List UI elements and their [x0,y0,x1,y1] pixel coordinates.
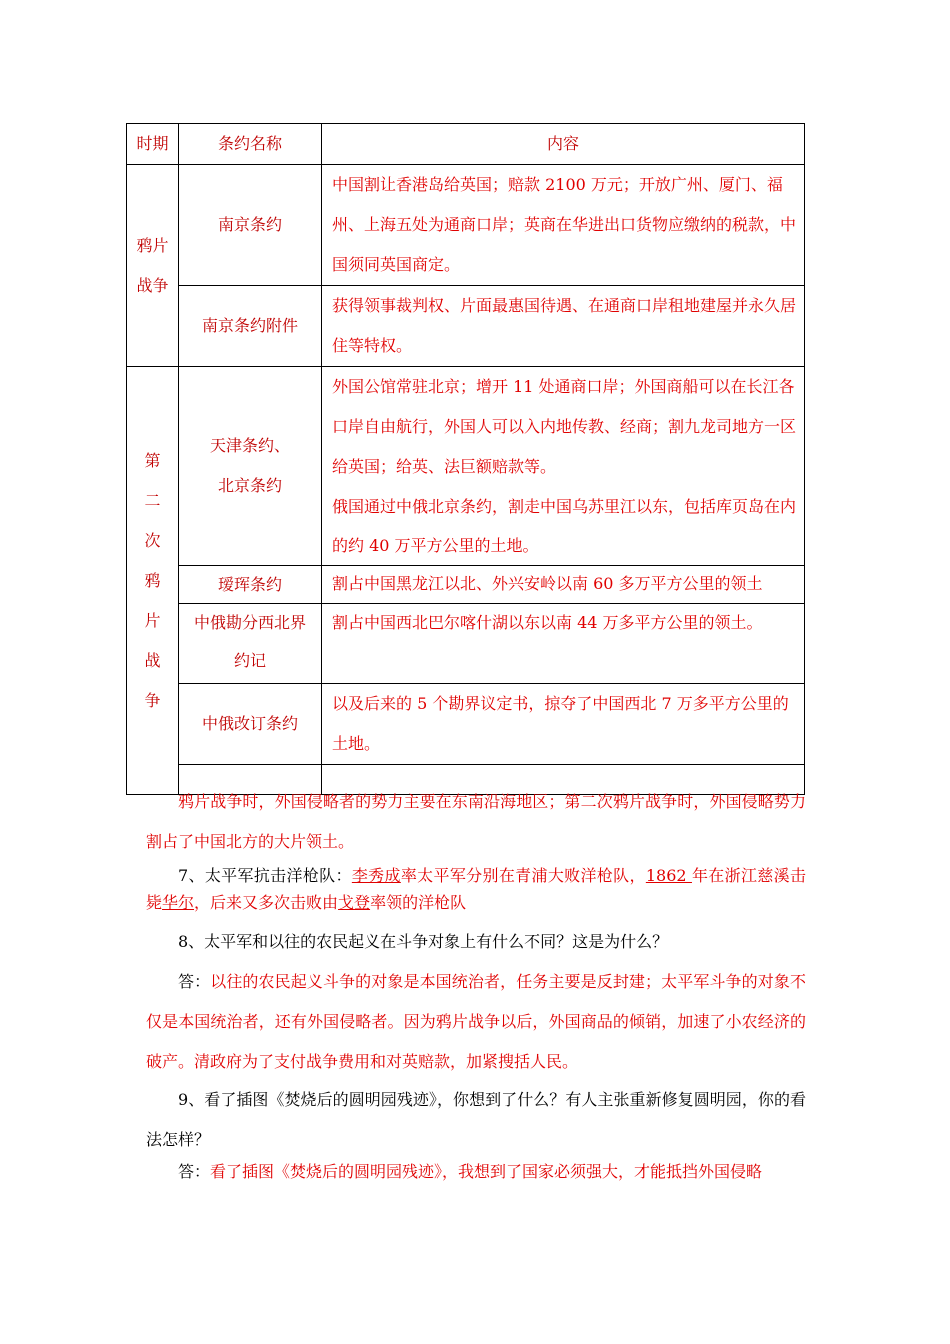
q7-name-li-xiucheng: 李秀成 [351,866,401,885]
summary-paragraph: 鸦片战争时，外国侵略者的势力主要在东南沿海地区；第二次鸦片战争时，外国侵略势力割占了中国北方的大片领土。 [146,792,806,851]
question-7 [146,862,806,916]
table-row [127,367,805,566]
table-row [127,684,805,765]
treaty-content-cell [322,367,805,566]
answer-9 [146,1152,806,1192]
q7-name-ward: 华尔 [162,893,195,912]
table-row [127,286,805,367]
table-row [127,604,805,684]
answer-8 [146,962,806,1082]
question-8: 8、太平军和以往的农民起义在斗争对象上有什么不同？这是为什么？ [178,932,669,951]
content-text: 外国公馆常驻北京；增开 11 处通商口岸；外国商船可以在长江各口岸自由航行，外国人可以入内地传教、经商；割九龙司地方一区给英国；给英、法巨额赔款等。 [332,377,797,476]
q7-text-2: 年在浙江慈溪击毙 [146,866,806,912]
answer-9-text: 看了插图《焚烧后的圆明园残迹》，我想到了国家必须强大，才能抵挡外国侵略 [210,1162,763,1181]
treaty-content-cell [322,684,805,765]
table-header-row [127,124,805,165]
treaty-name-cell: 中俄勘分西北界约记 [179,604,322,684]
treaty-content-cell [322,566,805,604]
q7-text-1: 率太平军分别在青浦大败洋枪队， [400,866,646,885]
content-text: 中国割让香港岛给英国；赔款 2100 万元；开放广州、厦门、福州、上海五处为通商口岸；英商在华进出口货物应缴纳的税款，中国须同英国商定。 [332,175,797,274]
q7-year: 1862 [645,866,692,885]
treaty-content-cell [322,286,805,367]
content-text: 以及后来的 5 个勘界议定书，掠夺了中国西北 7 万多平方公里的土地。 [332,694,789,753]
content-text: 割占中国西北巴尔喀什湖以东以南 44 万多平方公里的领土。 [332,613,763,632]
answer-label: 答： [178,972,211,991]
answer-8-text: 以往的农民起义斗争的对象是本国统治者，任务主要是反封建；太平军斗争的对象不仅是本国统治者，还有外国侵略者。因为鸦片战争以后，外国商品的倾销，加速了小农经济的破产。清政府为了支付战争费用和对英赔款，加紧搜括人民。 [146,972,806,1071]
treaty-table [126,123,805,795]
treaty-name-cell: 南京条约附件 [179,286,322,367]
period-cell: 第二次鸦片战争 [127,367,179,795]
question-9: 9、看了插图《焚烧后的圆明园残迹》，你想到了什么？有人主张重新修复圆明园，你的看法怎样？ [146,1090,806,1149]
header-treaty-name: 条约名称 [179,124,322,165]
treaty-name-cell: 天津条约、北京条约 [179,367,322,566]
q7-text-3: ，后来又多次击败由 [194,893,339,912]
period-cell: 鸦片战争 [127,165,179,367]
table-row [127,566,805,604]
treaty-name-cell: 瑷珲条约 [179,566,322,604]
q7-name-gordon: 戈登 [338,893,371,912]
treaty-content-cell [322,604,805,684]
content-text: 获得领事裁判权、片面最惠国待遇、在通商口岸租地建屋并永久居住等特权。 [332,296,797,355]
treaty-name-cell: 南京条约 [179,165,322,286]
header-period: 时期 [127,124,179,165]
treaty-name-cell: 中俄改订条约 [179,684,322,765]
answer-label: 答： [178,1162,211,1181]
treaty-content-cell [322,165,805,286]
header-content: 内容 [322,124,805,165]
table-row [127,165,805,286]
q7-suffix: 率领的洋枪队 [370,893,467,912]
content-text: 割占中国黑龙江以北、外兴安岭以南 60 多万平方公里的领土 [332,574,763,593]
content-text: 俄国通过中俄北京条约，割走中国乌苏里江以东，包括库页岛在内的约 40 万平方公里的土地。 [332,497,797,555]
q7-prefix: 7、太平军抗击洋枪队： [178,866,352,885]
